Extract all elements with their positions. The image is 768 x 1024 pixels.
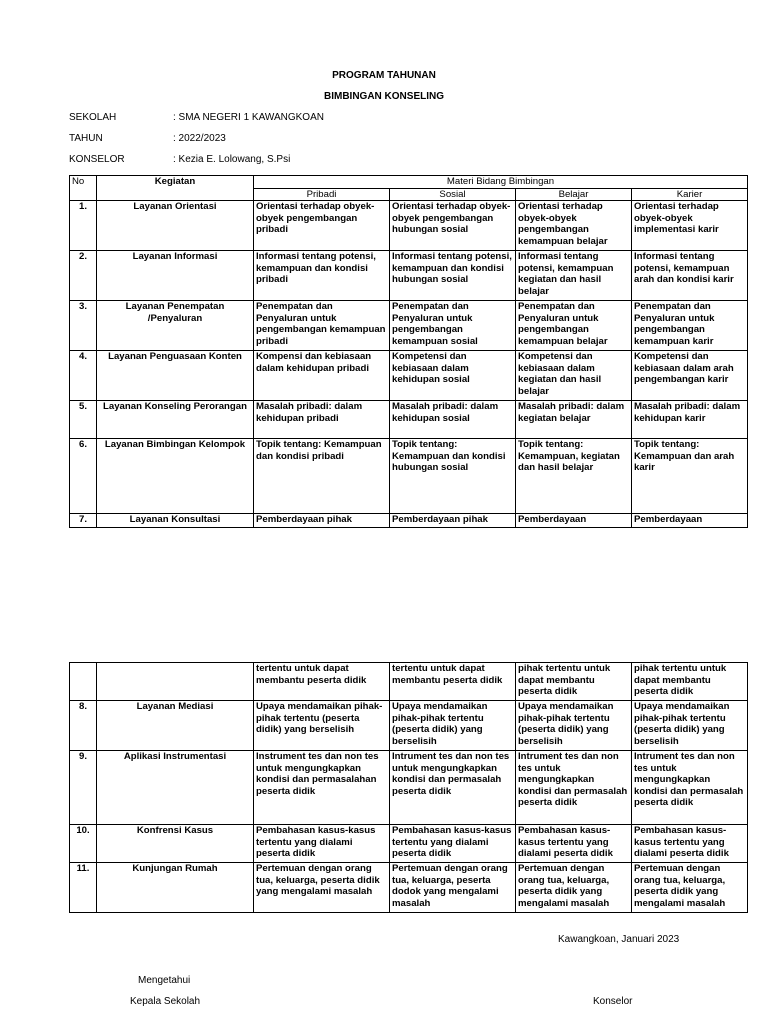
kepala-sekolah-label: Kepala Sekolah (130, 996, 201, 1007)
program-table-part2 (69, 662, 748, 913)
cell-kegiatan: Layanan Konseling Perorangan (97, 401, 254, 439)
header-no: No (70, 176, 97, 201)
cell-belajar: Penempatan dan Penyaluran untuk pengembangan kemampuan belajar (516, 301, 632, 351)
table-row (70, 701, 748, 751)
cell-no (70, 663, 97, 701)
header-karier: Karier (632, 188, 748, 201)
table-row (70, 439, 748, 514)
cell-no: 11. (70, 863, 97, 913)
table-row (70, 751, 748, 825)
cell-kegiatan: Layanan Konsultasi (97, 514, 254, 528)
table-row (70, 663, 748, 701)
cell-karier: Intrument tes dan non tes untuk mengungkapkan kondisi dan permasalah peserta didik (632, 751, 748, 825)
cell-belajar: Pembahasan kasus-kasus tertentu yang dialami peserta didik (516, 825, 632, 863)
header-belajar: Belajar (516, 188, 632, 201)
info-school-value: : SMA NEGERI 1 KAWANGKOAN (173, 112, 324, 123)
cell-pribadi: Pertemuan dengan orang tua, keluarga, peserta didik yang mengalami masalah (254, 863, 390, 913)
cell-no: 9. (70, 751, 97, 825)
cell-pribadi: Instrument tes dan non tes untuk mengungkapkan kondisi dan permasalahan peserta didik (254, 751, 390, 825)
info-year-label: TAHUN (69, 133, 103, 144)
cell-sosial: Penempatan dan Penyaluran untuk pengembangan kemampuan sosial (390, 301, 516, 351)
konselor-label: Konselor (593, 996, 633, 1007)
cell-karier: Pembahasan kasus-kasus tertentu yang dialami peserta didik (632, 825, 748, 863)
cell-kegiatan: Layanan Mediasi (97, 701, 254, 751)
cell-belajar: Topik tentang: Kemampuan, kegiatan dan hasil belajar (516, 439, 632, 514)
cell-sosial: Orientasi terhadap obyek-obyek pengembangan hubungan sosial (390, 201, 516, 251)
header-pribadi: Pribadi (254, 188, 390, 201)
cell-sosial: Masalah pribadi: dalam kehidupan sosial (390, 401, 516, 439)
cell-karier: Pertemuan dengan orang tua, keluarga, peserta didik yang mengalami masalah (632, 863, 748, 913)
cell-pribadi: Upaya mendamaikan pihak-pihak tertentu (peserta didik) yang berselisih (254, 701, 390, 751)
cell-sosial: Pembahasan kasus-kasus tertentu yang dialami peserta didik (390, 825, 516, 863)
cell-pribadi: Penempatan dan Penyaluran untuk pengembangan kemampuan pribadi (254, 301, 390, 351)
cell-pribadi: tertentu untuk dapat membantu peserta didik (254, 663, 390, 701)
cell-no: 5. (70, 401, 97, 439)
table-row (70, 351, 748, 401)
cell-no: 6. (70, 439, 97, 514)
cell-karier: Upaya mendamaikan pihak-pihak tertentu (peserta didik) yang berselisih (632, 701, 748, 751)
cell-pribadi: Orientasi terhadap obyek-obyek pengembangan pribadi (254, 201, 390, 251)
cell-kegiatan: Layanan Penempatan /Penyaluran (97, 301, 254, 351)
cell-belajar: Informasi tentang potensi, kemampuan kegiatan dan hasil belajar (516, 251, 632, 301)
cell-belajar: pihak tertentu untuk dapat membantu peserta didik (516, 663, 632, 701)
cell-pribadi: Informasi tentang potensi, kemampuan dan kondisi pribadi (254, 251, 390, 301)
cell-belajar: Pemberdayaan (516, 514, 632, 528)
cell-no: 10. (70, 825, 97, 863)
table-row (70, 201, 748, 251)
cell-belajar: Upaya mendamaikan pihak-pihak tertentu (peserta didik) yang berselisih (516, 701, 632, 751)
cell-pribadi: Topik tentang: Kemampuan dan kondisi pribadi (254, 439, 390, 514)
mengetahui-label: Mengetahui (138, 975, 191, 986)
table-row (70, 514, 748, 528)
table-row (70, 401, 748, 439)
header-materi: Materi Bidang Bimbingan (254, 176, 748, 189)
table-row (70, 863, 748, 913)
table-row (70, 825, 748, 863)
cell-kegiatan: Layanan Bimbingan Kelompok (97, 439, 254, 514)
cell-no: 1. (70, 201, 97, 251)
cell-karier: Penempatan dan Penyaluran untuk pengembangan kemampuan karir (632, 301, 748, 351)
place-date: Kawangkoan, Januari 2023 (558, 934, 680, 945)
cell-sosial: Intrument tes dan non tes untuk mengungkapkan kondisi dan permasalah peserta didik (390, 751, 516, 825)
cell-no: 3. (70, 301, 97, 351)
info-counselor-label: KONSELOR (69, 154, 125, 165)
cell-belajar: Pertemuan dengan orang tua, keluarga, peserta didik yang mengalami masalah (516, 863, 632, 913)
cell-no: 4. (70, 351, 97, 401)
cell-belajar: Kompetensi dan kebiasaan dalam kegiatan dan hasil belajar (516, 351, 632, 401)
cell-karier: pihak tertentu untuk dapat membantu peserta didik (632, 663, 748, 701)
cell-karier: Topik tentang: Kemampuan dan arah karir (632, 439, 748, 514)
cell-sosial: Topik tentang: Kemampuan dan kondisi hubungan sosial (390, 439, 516, 514)
cell-kegiatan: Konfrensi Kasus (97, 825, 254, 863)
cell-kegiatan: Aplikasi Instrumentasi (97, 751, 254, 825)
cell-sosial: Pemberdayaan pihak (390, 514, 516, 528)
info-school-label: SEKOLAH (69, 112, 117, 123)
cell-pribadi: Pembahasan kasus-kasus tertentu yang dialami peserta didik (254, 825, 390, 863)
cell-karier: Kompetensi dan kebiasaan dalam arah pengembangan karir (632, 351, 748, 401)
cell-belajar: Orientasi terhadap obyek-obyek pengembangan kemampuan belajar (516, 201, 632, 251)
document-title: PROGRAM TAHUNAN (332, 70, 436, 81)
cell-kegiatan: Kunjungan Rumah (97, 863, 254, 913)
program-table-part1 (69, 175, 748, 528)
cell-belajar: Masalah pribadi: dalam kegiatan belajar (516, 401, 632, 439)
table-row (70, 251, 748, 301)
cell-sosial: Upaya mendamaikan pihak-pihak tertentu (peserta didik) yang berselisih (390, 701, 516, 751)
cell-kegiatan: Layanan Orientasi (97, 201, 254, 251)
cell-karier: Orientasi terhadap obyek-obyek implementasi karir (632, 201, 748, 251)
cell-pribadi: Pemberdayaan pihak (254, 514, 390, 528)
cell-sosial: Kompetensi dan kebiasaan dalam kehidupan sosial (390, 351, 516, 401)
cell-pribadi: Masalah pribadi: dalam kehidupan pribadi (254, 401, 390, 439)
cell-karier: Informasi tentang potensi, kemampuan arah dan kondisi karir (632, 251, 748, 301)
cell-kegiatan: Layanan Informasi (97, 251, 254, 301)
cell-karier: Pemberdayaan (632, 514, 748, 528)
cell-sosial: tertentu untuk dapat membantu peserta didik (390, 663, 516, 701)
header-kegiatan: Kegiatan (97, 176, 254, 201)
cell-pribadi: Kompensi dan kebiasaan dalam kehidupan pribadi (254, 351, 390, 401)
cell-belajar: Intrument tes dan non tes untuk mengungkapkan kondisi dan permasalah peserta didik (516, 751, 632, 825)
document-subtitle: BIMBINGAN KONSELING (324, 91, 444, 102)
cell-no: 8. (70, 701, 97, 751)
table-row (70, 301, 748, 351)
info-year-value: : 2022/2023 (173, 133, 226, 144)
cell-no: 7. (70, 514, 97, 528)
cell-kegiatan: Layanan Penguasaan Konten (97, 351, 254, 401)
cell-karier: Masalah pribadi: dalam kehidupan karir (632, 401, 748, 439)
cell-sosial: Informasi tentang potensi, kemampuan dan kondisi hubungan sosial (390, 251, 516, 301)
table-header-row (70, 176, 748, 189)
cell-kegiatan (97, 663, 254, 701)
cell-no: 2. (70, 251, 97, 301)
header-sosial: Sosial (390, 188, 516, 201)
info-counselor-value: : Kezia E. Lolowang, S.Psi (173, 154, 291, 165)
cell-sosial: Pertemuan dengan orang tua, keluarga, peserta dodok yang mengalami masalah (390, 863, 516, 913)
